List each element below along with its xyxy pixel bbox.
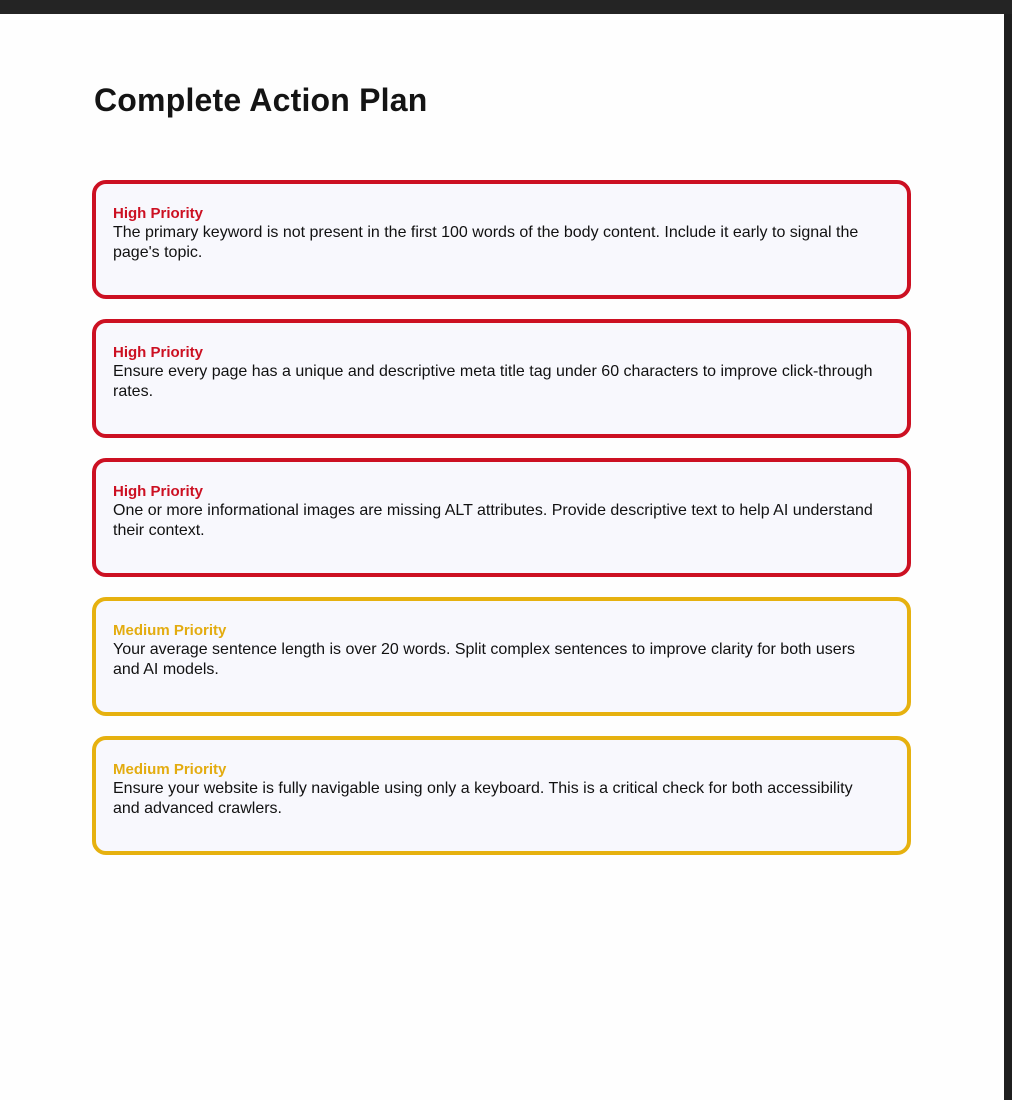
action-item-1 — [92, 180, 911, 299]
action-item-text: Ensure your website is fully navigable using only a keyboard. This is a critical check for both accessibility and advanced crawlers. — [113, 780, 853, 817]
priority-label: High Priority — [113, 483, 204, 500]
action-item-text: Ensure every page has a unique and descriptive meta title tag under 60 characters to improve click-through rates. — [113, 363, 873, 400]
page-title: Complete Action Plan — [94, 82, 428, 118]
action-plan-list — [92, 180, 911, 875]
action-item-4 — [92, 597, 911, 716]
action-item-text: One or more informational images are missing ALT attributes. Provide descriptive text to help AI understand their context. — [113, 502, 873, 539]
action-item-5 — [92, 736, 911, 855]
action-item-text: The primary keyword is not present in the first 100 words of the body content. Include it early to signal the page's topic. — [113, 224, 859, 261]
viewer-top-bar — [0, 0, 1012, 14]
document-page — [0, 14, 1004, 1100]
action-item-3 — [92, 458, 911, 577]
priority-label: Medium Priority — [113, 622, 227, 639]
priority-label: Medium Priority — [113, 761, 227, 778]
action-item-text: Your average sentence length is over 20 words. Split complex sentences to improve clarity for both users and AI models. — [113, 641, 856, 678]
viewer-scroll-gutter[interactable] — [1004, 14, 1012, 1100]
priority-label: High Priority — [113, 344, 204, 361]
action-item-2 — [92, 319, 911, 438]
priority-label: High Priority — [113, 205, 204, 222]
